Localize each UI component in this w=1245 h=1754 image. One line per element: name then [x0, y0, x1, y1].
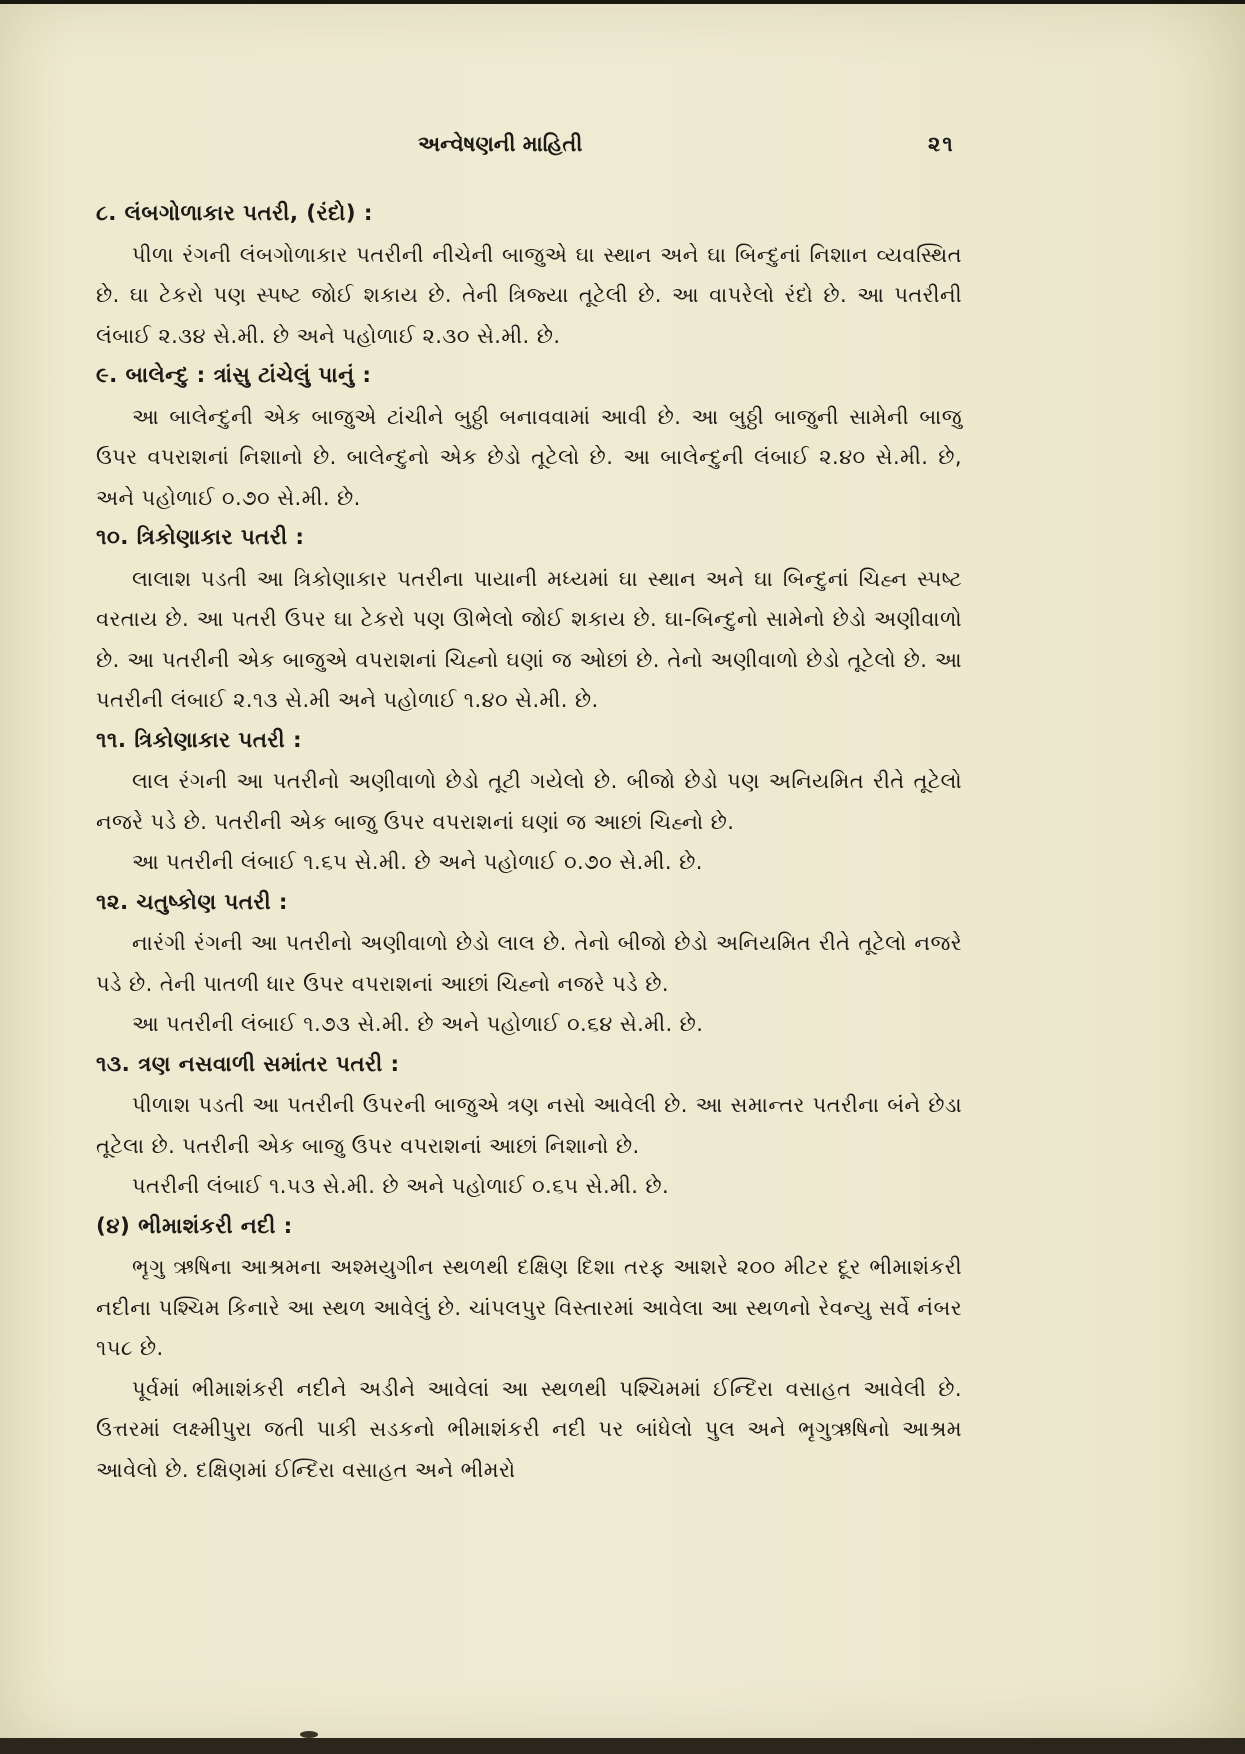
paragraph: પીળાશ પડતી આ પતરીની ઉપરની બાજુએ ત્રણ નસો આવેલી છે. આ સમાન્તર પતરીના બંને છેડા તૂટેલા છે. પતરીની એક બાજુ ઉપર વપરાશનાં આછાં નિશાનો છે.	[96, 1093, 962, 1158]
section	[96, 1207, 962, 1491]
page-body	[96, 194, 962, 1490]
paragraph: આ પતરીની લંબાઈ ૧.૬૫ સે.મી. છે અને પહોળાઈ ૦.૭૦ સે.મી. છે.	[132, 850, 703, 874]
paragraph: પીળા રંગની લંબગોળાકાર પતરીની નીચેની બાજુએ ઘા સ્થાન અને ઘા બિન્દુનાં નિશાન વ્યવસ્થિત છે. ઘા ટેકરો પણ સ્પષ્ટ જોઈ શકાય છે. તેની ત્રિજ્યા તૂટેલી છે. આ વાપરેલો રંદો છે. આ પતરીની લંબાઈ ૨.૩૪ સે.મી. છે અને પહોળાઈ ૨.૩૦ સે.મી. છે.	[96, 242, 962, 348]
section	[96, 518, 962, 721]
scan-edge	[0, 1738, 1245, 1754]
section-heading: ૧૧. ત્રિકોણાકાર પતરી :	[96, 727, 302, 753]
section-heading: ૯. બાલેન્દુ : ત્રાંસુ ટાંચેલું પાનું :	[96, 363, 372, 388]
section	[96, 194, 962, 356]
book-page	[0, 4, 1245, 1738]
ink-blot	[300, 1731, 318, 1738]
paragraph: લાલાશ પડતી આ ત્રિકોણાકાર પતરીના પાયાની મધ્યમાં ઘા સ્થાન અને ઘા બિન્દુનાં ચિહ્ન સ્પષ્ટ વરતાય છે. આ પતરી ઉપર ઘા ટેકરો પણ ઊભેલો જોઈ શકાય છે. ઘા-બિન્દુનો સામેનો છેડો અણીવાળો છે. આ પતરીની એક બાજુએ વપરાશનાં ચિહ્નો ઘણાં જ ઓછાં છે. તેનો અણીવાળો છેડો તૂટેલો છે. આ પતરીની લંબાઈ ૨.૧૩ સે.મી અને પહોળાઈ ૧.૪૦ સે.મી. છે.	[96, 566, 962, 712]
section-heading: ૮. લંબગોળાકાર પતરી, (રંદો) :	[96, 201, 373, 226]
page-header	[0, 132, 1245, 168]
section-heading: (૪) ભીમાશંકરી નદી :	[96, 1213, 293, 1239]
section-heading: ૧૩. ત્રણ નસવાળી સમાંતર પતરી :	[96, 1051, 400, 1077]
paragraph: આ પતરીની લંબાઈ ૧.૭૩ સે.મી. છે અને પહોળાઈ ૦.૬૪ સે.મી. છે.	[132, 1012, 704, 1036]
page-number: ૨૧	[928, 132, 955, 156]
paragraph: ભૃગુ ઋષિના આશ્રમના અશ્મયુગીન સ્થળથી દક્ષિણ દિશા તરફ આશરે ૨૦૦ મીટર દૂર ભીમાશંકરી નદીના પશ્ચિમ કિનારે આ સ્થળ આવેલું છે. ચાંપલપુર વિસ્તારમાં આવેલા આ સ્થળનો રેવન્યુ સર્વે નંબર ૧૫૮ છે.	[96, 1255, 962, 1360]
paragraph: પતરીની લંબાઈ ૧.૫૩ સે.મી. છે અને પહોળાઈ ૦.૬૫ સે.મી. છે.	[132, 1174, 670, 1198]
paragraph: નારંગી રંગની આ પતરીનો અણીવાળો છેડો લાલ છે. તેનો બીજો છેડો અનિયમિત રીતે તૂટેલો નજરે પડે છે. તેની પાતળી ધાર ઉપર વપરાશનાં આછાં ચિહ્નો નજરે પડે છે.	[96, 931, 962, 996]
section	[96, 356, 962, 518]
running-title: અન્વેષણની માહિતી	[418, 132, 583, 156]
paragraph: આ બાલેન્દુની એક બાજુએ ટાંચીને બુઠ્ઠી બનાવવામાં આવી છે. આ બુઠ્ઠી બાજુની સામેની બાજુ ઉપર વપરાશનાં નિશાનો છે. બાલેન્દુનો એક છેડો તૂટેલો છે. આ બાલેન્દુની લંબાઈ ૨.૪૦ સે.મી. છે, અને પહોળાઈ ૦.૭૦ સે.મી. છે.	[96, 404, 962, 510]
section	[96, 1045, 962, 1207]
section	[96, 721, 962, 883]
section-heading: ૧૦. ત્રિકોણાકાર પતરી :	[96, 525, 305, 550]
paragraph: લાલ રંગની આ પતરીનો અણીવાળો છેડો તૂટી ગયેલો છે. બીજો છેડો પણ અનિયમિત રીતે તૂટેલો નજરે પડે છે. પતરીની એક બાજુ ઉપર વપરાશનાં ઘણાં જ આછાં ચિહ્નો છે.	[96, 769, 962, 834]
section	[96, 883, 962, 1045]
paragraph: પૂર્વમાં ભીમાશંકરી નદીને અડીને આવેલાં આ સ્થળથી પશ્ચિમમાં ઈન્દિરા વસાહત આવેલી છે. ઉત્તરમાં લક્ષ્મીપુરા જતી પાકી સડકનો ભીમાશંકરી નદી પર બાંધેલો પુલ અને ભૃગુઋષિનો આશ્રમ આવેલો છે. દક્ષિણમાં ઈન્દિરા વસાહત અને ભીમરો	[96, 1376, 962, 1482]
section-heading: ૧૨. ચતુષ્કોણ પતરી :	[96, 889, 288, 915]
